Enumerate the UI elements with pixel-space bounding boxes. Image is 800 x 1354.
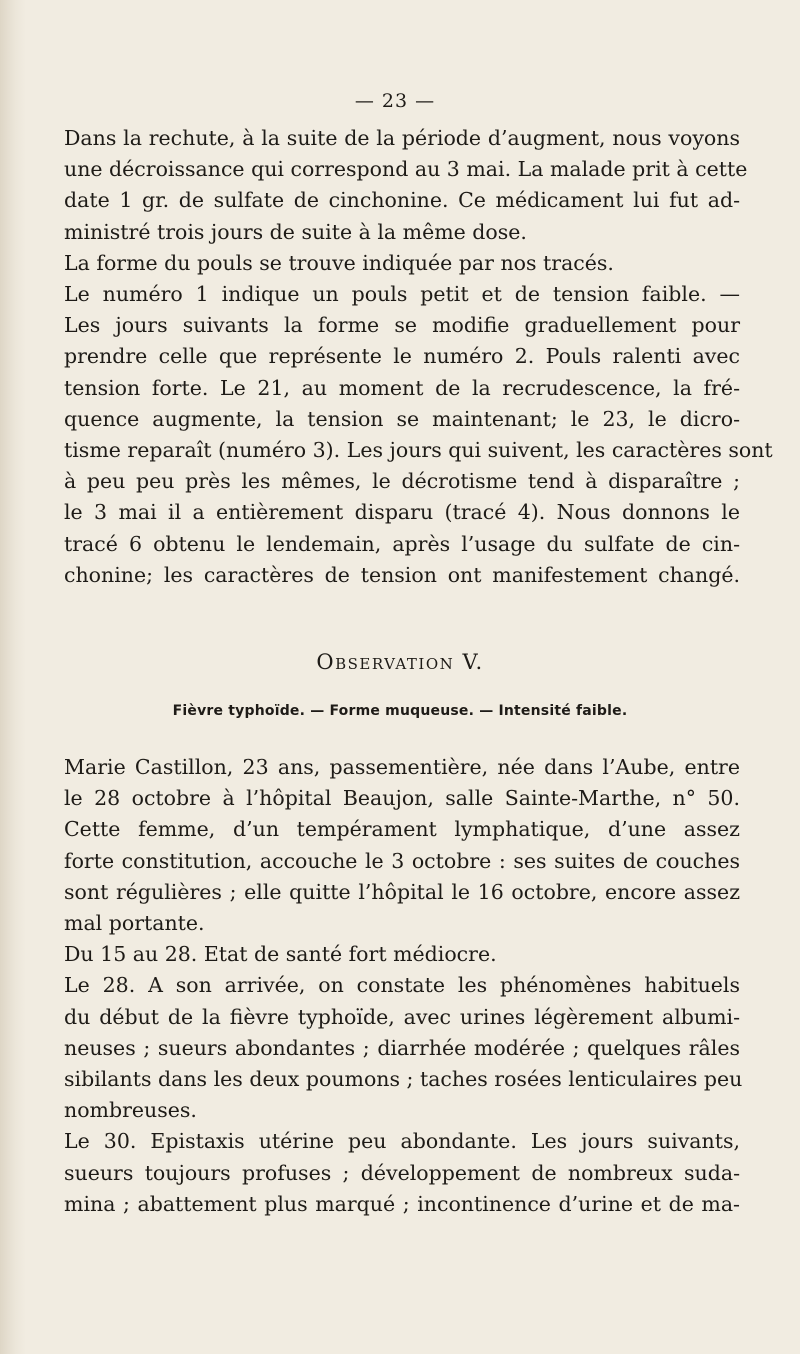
text-line: chonine; les caractères de tension ont manifestement changé. <box>64 562 740 587</box>
text-line: à peu peu près les mêmes, le décrotisme tend à disparaître ; <box>64 469 740 494</box>
text-line: le 28 octobre à l’hôpital Beaujon, salle Sainte-Marthe, n° 50. <box>64 786 740 811</box>
text-line: Le 28. A son arrivée, on constate les phénomènes habituels <box>64 973 740 998</box>
text-line: La forme du pouls se trouve indiquée par nos tracés. <box>64 250 614 275</box>
section-subtitle: Fièvre typhoïde. — Forme muqueuse. — Intensité faible. <box>172 703 628 719</box>
text-line: Dans la rechute, à la suite de la période d’augment, nous voyons <box>64 126 740 150</box>
text-line: Marie Castillon, 23 ans, passementière, née dans l’Aube, entre <box>64 755 740 779</box>
text-line: sueurs toujours profuses ; développement de nombreux suda- <box>64 1160 740 1185</box>
text-line: tracé 6 obtenu le lendemain, après l’usage du sulfate de cin- <box>64 531 740 556</box>
text-line: neuses ; sueurs abondantes ; diarrhée modérée ; quelques râles <box>64 1035 740 1060</box>
text-line: prendre celle que représente le numéro 2. Pouls ralenti avec <box>64 344 740 369</box>
text-line: mina ; abattement plus marqué ; incontinence d’urine et de ma- <box>64 1191 740 1216</box>
text-line: tension forte. Le 21, au moment de la recrudescence, la fré- <box>64 375 740 400</box>
paragraph-1 <box>64 123 773 591</box>
section-title <box>0 650 800 674</box>
text-line: quence augmente, la tension se maintenant; le 23, le dicro- <box>64 406 740 431</box>
text-line: tisme reparaît (numéro 3). Les jours qui suivent, les caractères sont <box>64 438 773 463</box>
text-line: Cette femme, d’un tempérament lymphatique, d’une assez <box>64 817 740 842</box>
text-line: ministré trois jours de suite à la même dose. <box>64 219 527 244</box>
text-line: sibilants dans les deux poumons ; taches rosées lenticulaires peu <box>64 1067 743 1092</box>
text-line: le 3 mai il a entièrement disparu (tracé 4). Nous donnons le <box>64 500 740 525</box>
paragraph-2 <box>64 752 743 1220</box>
text-line: du début de la fièvre typhoïde, avec urines légèrement albumi- <box>64 1004 740 1029</box>
section-title-text: Observation V. <box>316 650 484 674</box>
text-line: une décroissance qui correspond au 3 mai. La malade prit à cette <box>64 157 748 182</box>
text-line: forte constitution, accouche le 3 octobre : ses suites de couches <box>64 848 740 873</box>
text-line: nombreuses. <box>64 1098 197 1123</box>
text-line: Le numéro 1 indique un pouls petit et de tension faible. — <box>64 282 740 307</box>
text-line: Les jours suivants la forme se modifie graduellement pour <box>64 313 740 338</box>
text-line: Le 30. Epistaxis utérine peu abondante. Les jours suivants, <box>64 1129 740 1154</box>
text-line: date 1 gr. de sulfate de cinchonine. Ce médicament lui fut ad- <box>64 188 740 213</box>
text-line: sont régulières ; elle quitte l’hôpital le 16 octobre, encore assez <box>64 879 740 904</box>
text-line: Du 15 au 28. Etat de santé fort médiocre. <box>64 942 497 967</box>
text-line: mal portante. <box>64 911 205 936</box>
page-number: — 23 — <box>354 90 436 112</box>
